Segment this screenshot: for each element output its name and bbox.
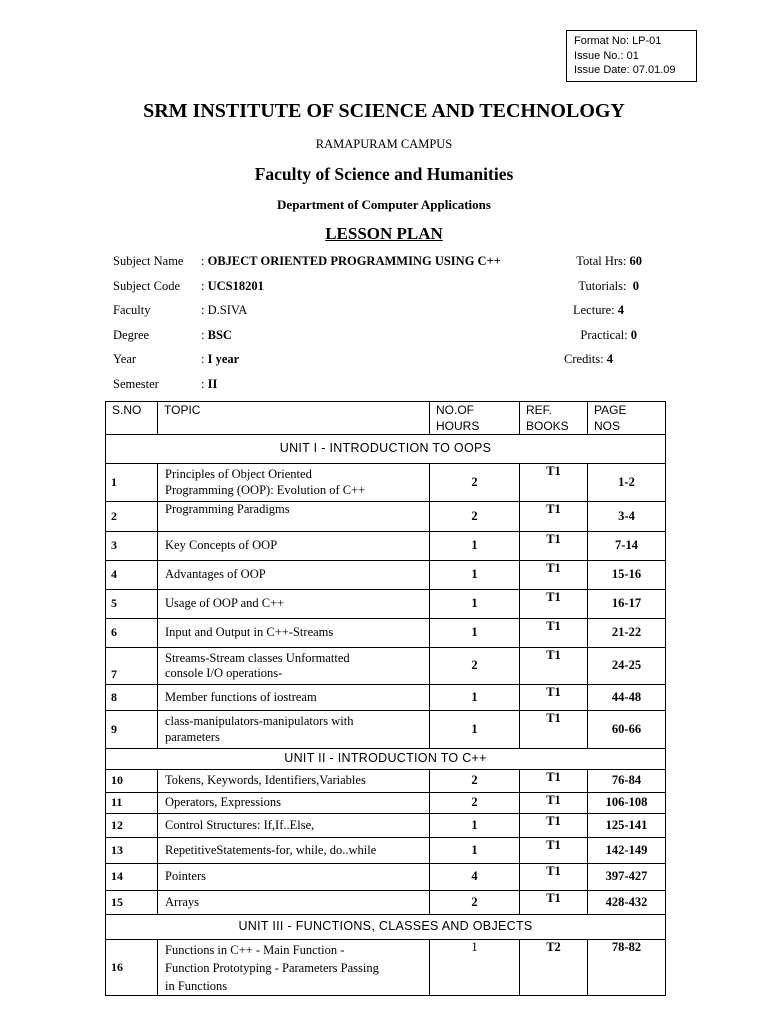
- semester-value: : II: [201, 377, 218, 391]
- issue-date: Issue Date: 07.01.09: [574, 64, 676, 76]
- degree-value: : BSC: [201, 328, 232, 342]
- table-row: 5 Usage of OOP and C++ 1 T1 16-17: [106, 590, 666, 619]
- header-hours: NO.OF HOURS: [430, 402, 520, 435]
- header-sno: S.NO: [106, 402, 158, 435]
- tutorials: Tutorials: 0: [578, 279, 639, 293]
- header-ref-books: REF. BOOKS: [520, 402, 588, 435]
- unit-heading: UNIT III - FUNCTIONS, CLASSES AND OBJECTS: [106, 915, 666, 940]
- lesson-plan-table: [105, 401, 666, 996]
- header-page-nos: PAGE NOS: [588, 402, 666, 435]
- table-row: 13 RepetitiveStatements-for, while, do..while 1 T1 142-149: [106, 838, 666, 864]
- table-row: 1 Principles of Object Oriented Programming (OOP): Evolution of C++ 2 T1 1-2: [106, 464, 666, 502]
- credits: Credits: 4: [564, 352, 613, 366]
- format-info-box: [566, 30, 697, 82]
- table-row: 15 Arrays 2 T1 428-432: [106, 891, 666, 915]
- subject-name-label: Subject Name: [113, 254, 184, 268]
- table-row: 12 Control Structures: If,If..Else, 1 T1 125-141: [106, 814, 666, 838]
- table-row: 11 Operators, Expressions 2 T1 106-108: [106, 793, 666, 814]
- year-value: : I year: [201, 352, 240, 366]
- table-header-row: [106, 402, 666, 435]
- unit-heading: UNIT II - INTRODUCTION TO C++: [106, 749, 666, 770]
- campus-name: RAMAPURAM CAMPUS: [315, 137, 453, 151]
- table-row: 14 Pointers 4 T1 397-427: [106, 864, 666, 891]
- issue-number: Issue No.: 01: [574, 49, 639, 62]
- format-number: Format No: LP-01: [574, 35, 662, 47]
- subject-code-value: : UCS18201: [201, 279, 264, 293]
- table-row: 3 Key Concepts of OOP 1 T1 7-14: [106, 532, 666, 561]
- lecture: Lecture: 4: [572, 303, 624, 317]
- degree-label: Degree: [113, 328, 150, 342]
- faculty-name: Faculty of Science and Humanities: [254, 164, 514, 184]
- subject-name-value: : OBJECT ORIENTED PROGRAMMING USING C++: [201, 254, 501, 268]
- table-row: 4 Advantages of OOP 1 T1 15-16: [106, 561, 666, 590]
- table-row: 16 Functions in C++ - Main Function - Function Prototyping - Parameters Passing in Functions 1 T2 78-82: [106, 940, 666, 996]
- institute-name: SRM INSTITUTE OF SCIENCE AND TECHNOLOGY: [143, 100, 625, 122]
- subject-code-label: Subject Code: [113, 279, 181, 293]
- table-row: 2 Programming Paradigms 2 T1 3-4: [106, 502, 666, 532]
- table-row: 8 Member functions of iostream 1 T1 44-48: [106, 685, 666, 711]
- table-row: 6 Input and Output in C++-Streams 1 T1 21-22: [106, 619, 666, 648]
- department-name: Department of Computer Applications: [277, 197, 491, 212]
- semester-label: Semester: [113, 377, 159, 391]
- total-hours: Total Hrs: 60: [576, 254, 642, 268]
- table-row: 9 class-manipulators-manipulators with parameters 1 T1 60-66: [106, 711, 666, 749]
- table-row: 7 Streams-Stream classes Unformatted console I/O operations- 2 T1 24-25: [106, 648, 666, 685]
- practical: Practical: 0: [580, 328, 637, 342]
- faculty-value: : D.SIVA: [201, 303, 248, 317]
- document-title: LESSON PLAN: [325, 224, 443, 243]
- faculty-label: Faculty: [113, 303, 151, 317]
- header-topic: TOPIC: [158, 402, 430, 435]
- table-row: 10 Tokens, Keywords, Identifiers,Variables 2 T1 76-84: [106, 770, 666, 793]
- year-label: Year: [113, 352, 137, 366]
- unit-heading: UNIT I - INTRODUCTION TO OOPS: [106, 435, 666, 464]
